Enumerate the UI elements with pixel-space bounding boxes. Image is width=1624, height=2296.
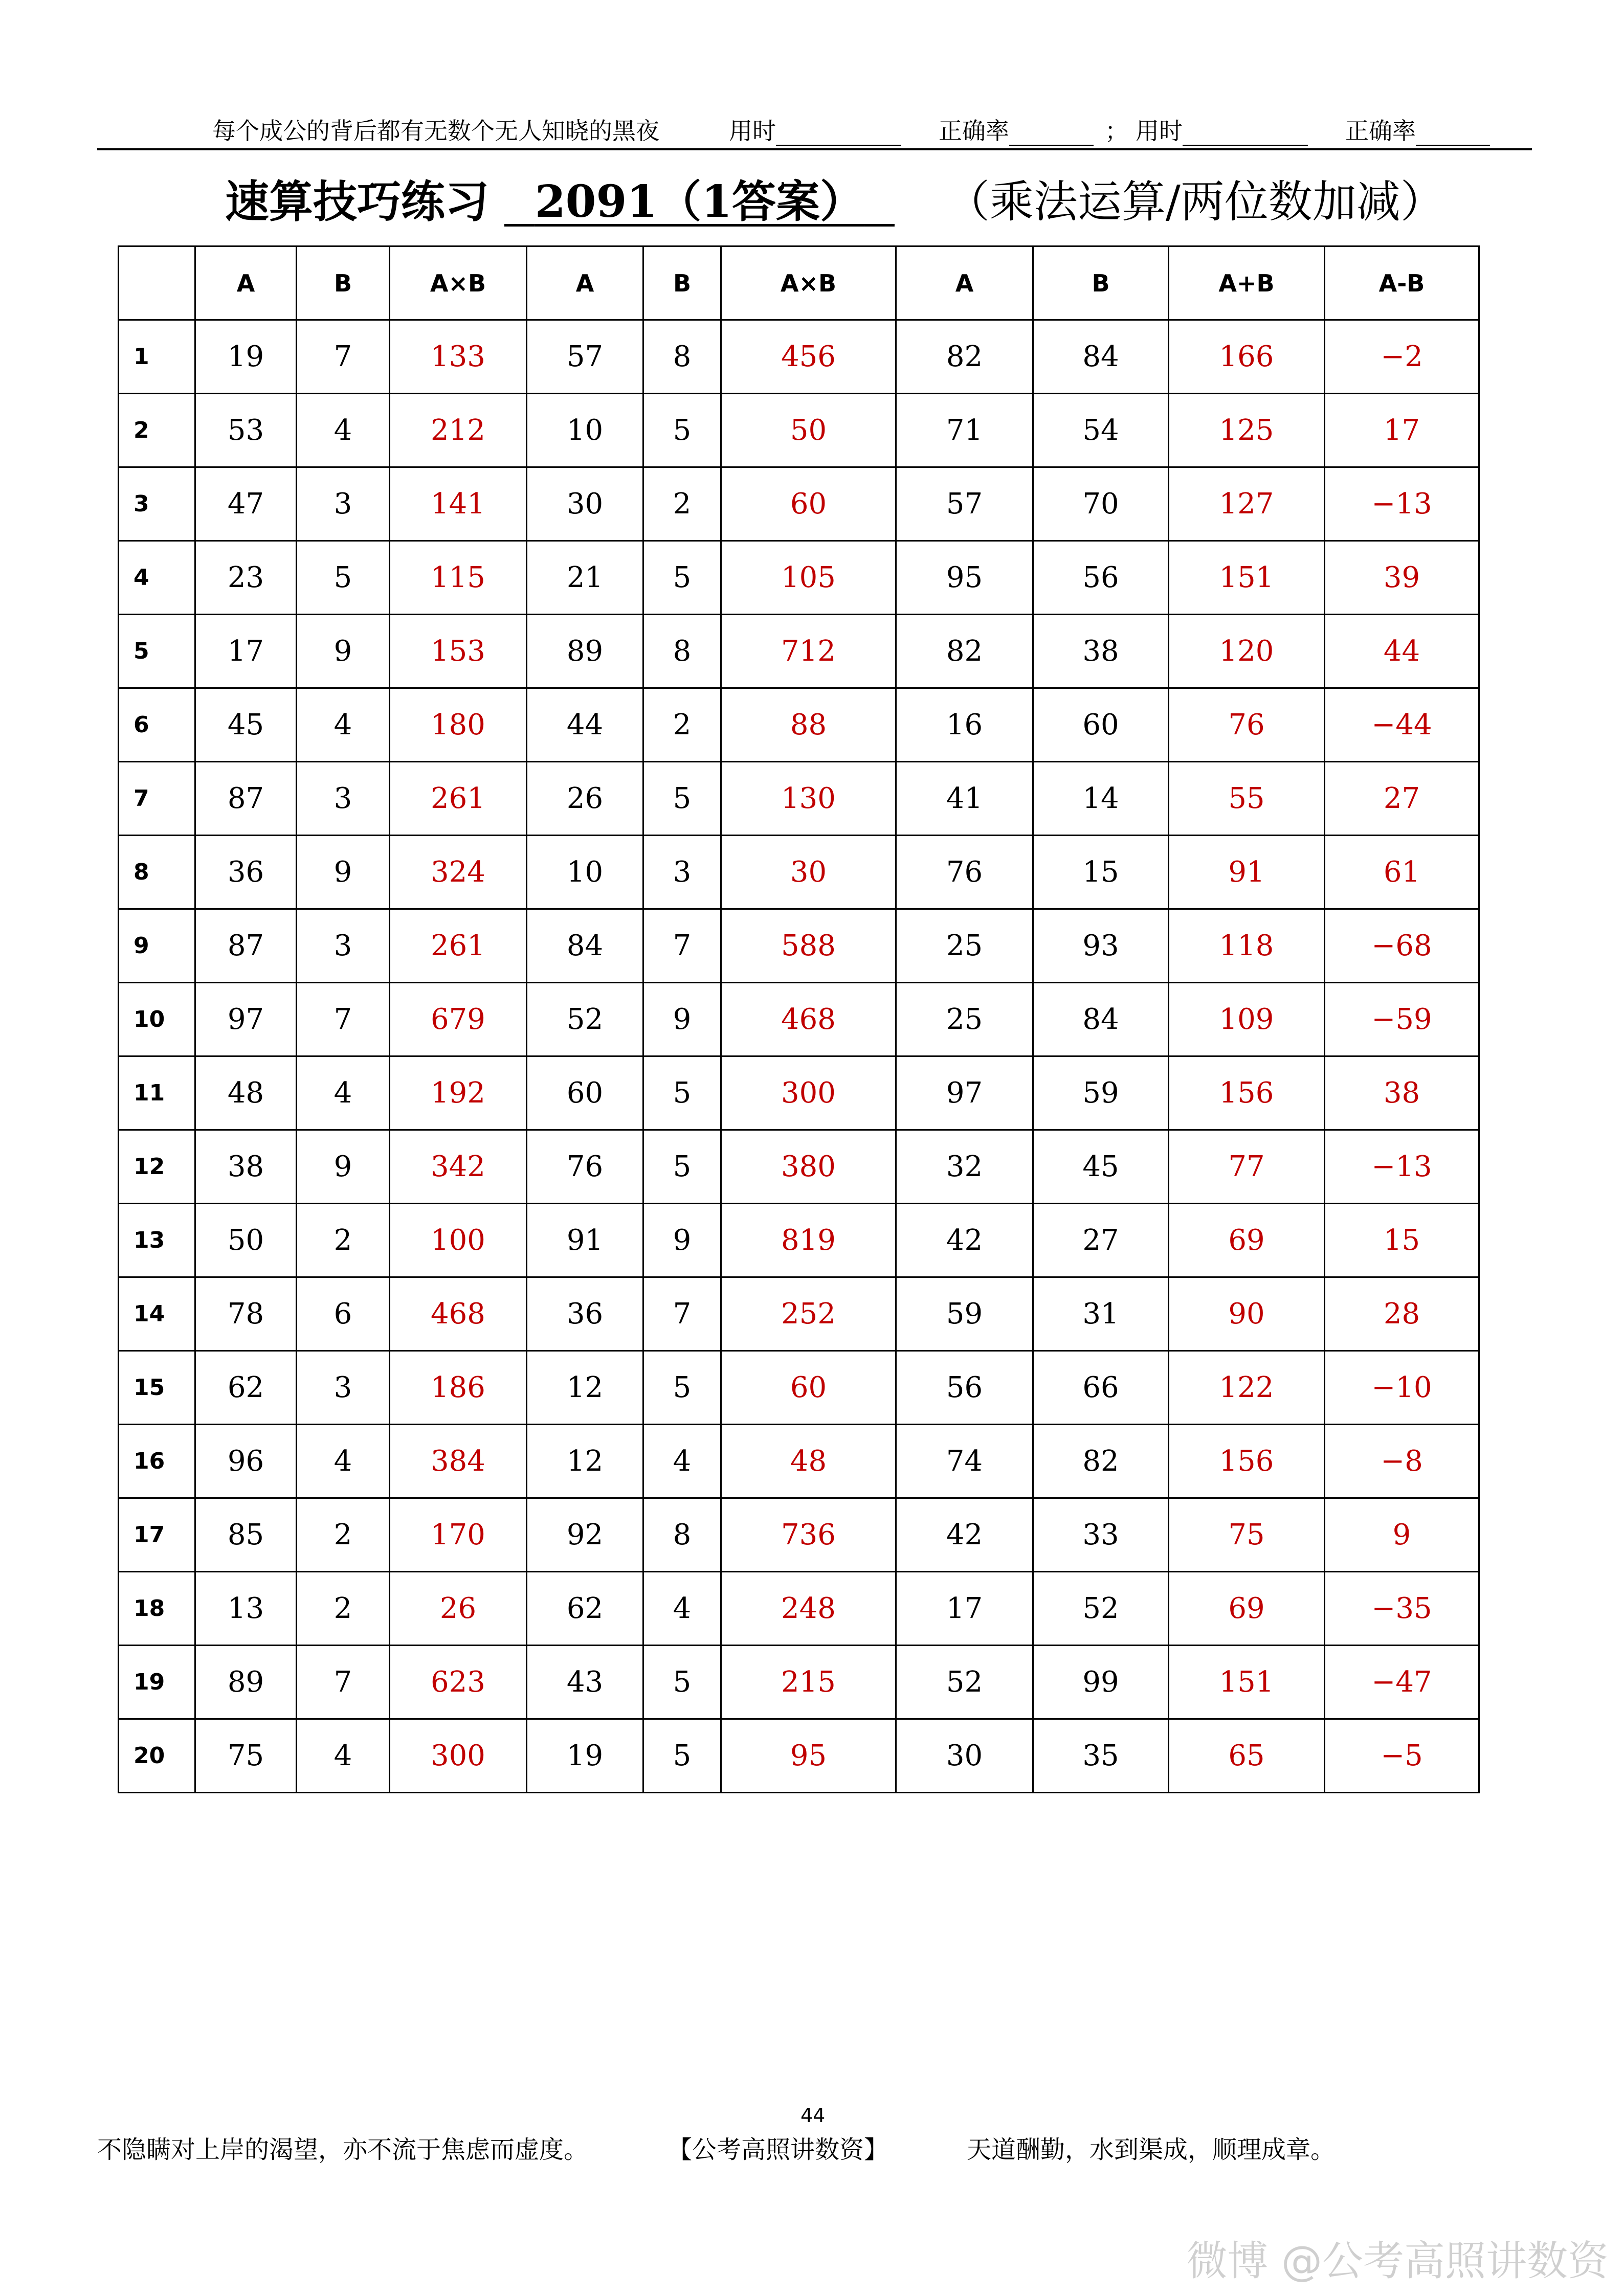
answer-cell: 192	[390, 1056, 527, 1130]
value-cell: 62	[527, 1572, 643, 1646]
value-cell: 60	[1033, 688, 1169, 762]
page-header	[97, 112, 1529, 148]
answer-cell: −68	[1325, 909, 1479, 983]
value-cell: 78	[195, 1277, 297, 1351]
value-cell: 3	[297, 909, 390, 983]
value-cell: 2	[643, 467, 721, 541]
answer-cell: 819	[721, 1204, 896, 1277]
value-cell: 19	[195, 320, 297, 394]
answer-cell: 75	[1169, 1498, 1325, 1572]
answer-cell: 61	[1325, 836, 1479, 909]
value-cell: 84	[1033, 320, 1169, 394]
value-cell: 7	[297, 1646, 390, 1719]
answer-cell: 300	[390, 1719, 527, 1793]
value-cell: 6	[297, 1277, 390, 1351]
value-cell: 7	[643, 1277, 721, 1351]
column-header: A+B	[1169, 246, 1325, 320]
value-cell: 48	[195, 1056, 297, 1130]
row-index: 2	[119, 394, 195, 467]
answer-cell: 122	[1169, 1351, 1325, 1425]
answer-cell: 109	[1169, 983, 1325, 1056]
accuracy-label-1: 正确率	[939, 112, 1094, 146]
value-cell: 4	[643, 1425, 721, 1498]
value-cell: 87	[195, 909, 297, 983]
table-row	[119, 541, 1479, 615]
row-index: 7	[119, 762, 195, 836]
table-row	[119, 1204, 1479, 1277]
table-row	[119, 1498, 1479, 1572]
value-cell: 33	[1033, 1498, 1169, 1572]
answer-cell: 588	[721, 909, 896, 983]
answer-cell: −5	[1325, 1719, 1479, 1793]
value-cell: 70	[1033, 467, 1169, 541]
table-row	[119, 1130, 1479, 1204]
accuracy-label-2: 正确率	[1345, 112, 1490, 146]
value-cell: 17	[896, 1572, 1033, 1646]
value-cell: 30	[527, 467, 643, 541]
value-cell: 19	[527, 1719, 643, 1793]
answer-cell: 153	[390, 615, 527, 688]
value-cell: 35	[1033, 1719, 1169, 1793]
footer-left: 不隐瞒对上岸的渴望，亦不流于焦虑而虚度。	[97, 2135, 589, 2164]
value-cell: 53	[195, 394, 297, 467]
answer-cell: −2	[1325, 320, 1479, 394]
value-cell: 54	[1033, 394, 1169, 467]
value-cell: 91	[527, 1204, 643, 1277]
header-motto: 每个成公的背后都有无数个无人知晓的黑夜	[212, 117, 659, 145]
value-cell: 59	[1033, 1056, 1169, 1130]
table-row	[119, 1719, 1479, 1793]
value-cell: 9	[297, 836, 390, 909]
table-row	[119, 394, 1479, 467]
value-cell: 36	[195, 836, 297, 909]
answer-cell: 50	[721, 394, 896, 467]
answer-cell: 252	[721, 1277, 896, 1351]
column-header: B	[297, 246, 390, 320]
value-cell: 14	[1033, 762, 1169, 836]
row-index: 13	[119, 1204, 195, 1277]
answer-cell: 125	[1169, 394, 1325, 467]
value-cell: 23	[195, 541, 297, 615]
time-label-1: 用时	[729, 112, 901, 146]
value-cell: 2	[297, 1204, 390, 1277]
row-index: 1	[119, 320, 195, 394]
value-cell: 5	[643, 541, 721, 615]
value-cell: 5	[643, 1056, 721, 1130]
row-index: 8	[119, 836, 195, 909]
answer-cell: 133	[390, 320, 527, 394]
table-body	[119, 320, 1479, 1793]
row-index: 5	[119, 615, 195, 688]
value-cell: 5	[643, 1719, 721, 1793]
answer-cell: 48	[721, 1425, 896, 1498]
value-cell: 84	[527, 909, 643, 983]
value-cell: 36	[527, 1277, 643, 1351]
value-cell: 38	[1033, 615, 1169, 688]
value-cell: 52	[527, 983, 643, 1056]
value-cell: 42	[896, 1498, 1033, 1572]
value-cell: 12	[527, 1351, 643, 1425]
answer-cell: −13	[1325, 1130, 1479, 1204]
answer-cell: 342	[390, 1130, 527, 1204]
value-cell: 21	[527, 541, 643, 615]
answer-cell: 105	[721, 541, 896, 615]
answer-cell: 9	[1325, 1498, 1479, 1572]
value-cell: 4	[297, 688, 390, 762]
value-cell: 45	[1033, 1130, 1169, 1204]
header-rule	[97, 148, 1532, 150]
table-row	[119, 1572, 1479, 1646]
value-cell: 2	[297, 1572, 390, 1646]
table-row	[119, 1277, 1479, 1351]
value-cell: 9	[297, 615, 390, 688]
row-index: 20	[119, 1719, 195, 1793]
header-row	[119, 246, 1479, 320]
answer-cell: 38	[1325, 1056, 1479, 1130]
column-header: A×B	[721, 246, 896, 320]
value-cell: 82	[1033, 1425, 1169, 1498]
value-cell: 5	[643, 762, 721, 836]
value-cell: 82	[896, 615, 1033, 688]
page-number: 44	[800, 2104, 826, 2127]
value-cell: 3	[297, 467, 390, 541]
row-index: 9	[119, 909, 195, 983]
answer-cell: 141	[390, 467, 527, 541]
value-cell: 43	[527, 1646, 643, 1719]
value-cell: 3	[297, 762, 390, 836]
value-cell: 31	[1033, 1277, 1169, 1351]
table-row	[119, 762, 1479, 836]
value-cell: 5	[643, 1130, 721, 1204]
value-cell: 56	[896, 1351, 1033, 1425]
answer-cell: 212	[390, 394, 527, 467]
value-cell: 74	[896, 1425, 1033, 1498]
value-cell: 41	[896, 762, 1033, 836]
value-cell: 97	[896, 1056, 1033, 1130]
table-row	[119, 1056, 1479, 1130]
value-cell: 26	[527, 762, 643, 836]
value-cell: 75	[195, 1719, 297, 1793]
answer-cell: 30	[721, 836, 896, 909]
value-cell: 8	[643, 320, 721, 394]
answer-cell: 151	[1169, 541, 1325, 615]
table-row	[119, 467, 1479, 541]
table-row	[119, 983, 1479, 1056]
answer-cell: 91	[1169, 836, 1325, 909]
row-index: 3	[119, 467, 195, 541]
value-cell: 60	[527, 1056, 643, 1130]
answer-cell: 95	[721, 1719, 896, 1793]
value-cell: 76	[896, 836, 1033, 909]
value-cell: 25	[896, 909, 1033, 983]
column-header: B	[643, 246, 721, 320]
answer-cell: 27	[1325, 762, 1479, 836]
column-header: A×B	[390, 246, 527, 320]
row-index: 12	[119, 1130, 195, 1204]
value-cell: 93	[1033, 909, 1169, 983]
value-cell: 25	[896, 983, 1033, 1056]
answer-cell: 186	[390, 1351, 527, 1425]
table-row	[119, 1351, 1479, 1425]
column-header	[119, 246, 195, 320]
answer-cell: 120	[1169, 615, 1325, 688]
answer-cell: 623	[390, 1646, 527, 1719]
answer-cell: 44	[1325, 615, 1479, 688]
answer-cell: 324	[390, 836, 527, 909]
answer-cell: 736	[721, 1498, 896, 1572]
value-cell: 45	[195, 688, 297, 762]
answer-cell: 156	[1169, 1056, 1325, 1130]
answer-cell: 118	[1169, 909, 1325, 983]
answer-cell: 55	[1169, 762, 1325, 836]
answer-cell: 69	[1169, 1572, 1325, 1646]
value-cell: 4	[297, 1719, 390, 1793]
answer-cell: 60	[721, 467, 896, 541]
value-cell: 47	[195, 467, 297, 541]
page-title	[225, 166, 1444, 230]
answer-cell: −10	[1325, 1351, 1479, 1425]
answer-cell: 115	[390, 541, 527, 615]
table-row	[119, 909, 1479, 983]
table-row	[119, 836, 1479, 909]
value-cell: 42	[896, 1204, 1033, 1277]
answer-cell: −47	[1325, 1646, 1479, 1719]
value-cell: 76	[527, 1130, 643, 1204]
table-row	[119, 320, 1479, 394]
value-cell: 84	[1033, 983, 1169, 1056]
answer-cell: 130	[721, 762, 896, 836]
column-header: A-B	[1325, 246, 1479, 320]
answer-cell: 170	[390, 1498, 527, 1572]
value-cell: 99	[1033, 1646, 1169, 1719]
title-main: 速算技巧练习	[225, 176, 489, 228]
table-row	[119, 1425, 1479, 1498]
answer-cell: 26	[390, 1572, 527, 1646]
table-row	[119, 688, 1479, 762]
column-header: B	[1033, 246, 1169, 320]
answer-cell: 17	[1325, 394, 1479, 467]
answer-cell: −35	[1325, 1572, 1479, 1646]
value-cell: 95	[896, 541, 1033, 615]
answer-cell: 679	[390, 983, 527, 1056]
answer-cell: 88	[721, 688, 896, 762]
answer-cell: 380	[721, 1130, 896, 1204]
value-cell: 3	[643, 836, 721, 909]
answer-cell: 456	[721, 320, 896, 394]
value-cell: 57	[527, 320, 643, 394]
answer-cell: 261	[390, 762, 527, 836]
value-cell: 92	[527, 1498, 643, 1572]
value-cell: 10	[527, 394, 643, 467]
value-cell: 87	[195, 762, 297, 836]
value-cell: 89	[527, 615, 643, 688]
value-cell: 8	[643, 615, 721, 688]
answer-cell: 712	[721, 615, 896, 688]
value-cell: 27	[1033, 1204, 1169, 1277]
value-cell: 5	[643, 1351, 721, 1425]
value-cell: 2	[643, 688, 721, 762]
value-cell: 32	[896, 1130, 1033, 1204]
row-index: 19	[119, 1646, 195, 1719]
value-cell: 38	[195, 1130, 297, 1204]
row-index: 4	[119, 541, 195, 615]
answer-table	[118, 245, 1480, 1793]
answer-cell: 468	[390, 1277, 527, 1351]
answer-cell: −13	[1325, 467, 1479, 541]
value-cell: 3	[297, 1351, 390, 1425]
answer-cell: 156	[1169, 1425, 1325, 1498]
column-header: A	[527, 246, 643, 320]
value-cell: 9	[643, 983, 721, 1056]
value-cell: 2	[297, 1498, 390, 1572]
answer-cell: −44	[1325, 688, 1479, 762]
answer-cell: 90	[1169, 1277, 1325, 1351]
value-cell: 44	[527, 688, 643, 762]
row-index: 16	[119, 1425, 195, 1498]
row-index: 15	[119, 1351, 195, 1425]
watermark: 微博 @公考高照讲数资	[1186, 2237, 1609, 2285]
value-cell: 17	[195, 615, 297, 688]
value-cell: 50	[195, 1204, 297, 1277]
row-index: 18	[119, 1572, 195, 1646]
value-cell: 16	[896, 688, 1033, 762]
header-separator: ；	[1105, 117, 1128, 145]
answer-cell: 77	[1169, 1130, 1325, 1204]
answer-cell: 100	[390, 1204, 527, 1277]
value-cell: 56	[1033, 541, 1169, 615]
value-cell: 5	[297, 541, 390, 615]
value-cell: 7	[297, 983, 390, 1056]
table-row	[119, 1646, 1479, 1719]
row-index: 11	[119, 1056, 195, 1130]
answer-cell: 300	[721, 1056, 896, 1130]
value-cell: 4	[297, 394, 390, 467]
value-cell: 4	[643, 1572, 721, 1646]
value-cell: 15	[1033, 836, 1169, 909]
value-cell: 57	[896, 467, 1033, 541]
answer-cell: 261	[390, 909, 527, 983]
row-index: 17	[119, 1498, 195, 1572]
value-cell: 66	[1033, 1351, 1169, 1425]
value-cell: 10	[527, 836, 643, 909]
answer-cell: −59	[1325, 983, 1479, 1056]
table-row	[119, 615, 1479, 688]
answer-cell: 65	[1169, 1719, 1325, 1793]
value-cell: 30	[896, 1719, 1033, 1793]
value-cell: 97	[195, 983, 297, 1056]
answer-cell: 384	[390, 1425, 527, 1498]
answer-cell: 76	[1169, 688, 1325, 762]
value-cell: 8	[643, 1498, 721, 1572]
value-cell: 52	[896, 1646, 1033, 1719]
value-cell: 12	[527, 1425, 643, 1498]
time-label-2: 用时	[1136, 112, 1308, 146]
value-cell: 9	[643, 1204, 721, 1277]
column-header: A	[195, 246, 297, 320]
title-subtitle: （乘法运算/两位数加减）	[945, 176, 1444, 228]
column-header: A	[896, 246, 1033, 320]
answer-cell: 166	[1169, 320, 1325, 394]
row-index: 6	[119, 688, 195, 762]
footer-center: 【公考高照讲数资】	[668, 2135, 889, 2164]
answer-cell: 248	[721, 1572, 896, 1646]
title-code: 2091（1答案）	[535, 176, 864, 228]
value-cell: 89	[195, 1646, 297, 1719]
answer-cell: 39	[1325, 541, 1479, 615]
value-cell: 62	[195, 1351, 297, 1425]
value-cell: 7	[643, 909, 721, 983]
value-cell: 96	[195, 1425, 297, 1498]
answer-cell: 127	[1169, 467, 1325, 541]
footer-right: 天道酬勤，水到渠成，顺理成章。	[967, 2135, 1336, 2164]
value-cell: 5	[643, 1646, 721, 1719]
answer-cell: 28	[1325, 1277, 1479, 1351]
value-cell: 59	[896, 1277, 1033, 1351]
answer-cell: 215	[721, 1646, 896, 1719]
answer-cell: 151	[1169, 1646, 1325, 1719]
value-cell: 7	[297, 320, 390, 394]
row-index: 14	[119, 1277, 195, 1351]
value-cell: 71	[896, 394, 1033, 467]
value-cell: 4	[297, 1056, 390, 1130]
value-cell: 5	[643, 394, 721, 467]
value-cell: 13	[195, 1572, 297, 1646]
answer-cell: 60	[721, 1351, 896, 1425]
row-index: 10	[119, 983, 195, 1056]
answer-cell: −8	[1325, 1425, 1479, 1498]
answer-cell: 180	[390, 688, 527, 762]
answer-cell: 69	[1169, 1204, 1325, 1277]
value-cell: 9	[297, 1130, 390, 1204]
answer-cell: 15	[1325, 1204, 1479, 1277]
value-cell: 85	[195, 1498, 297, 1572]
answer-cell: 468	[721, 983, 896, 1056]
value-cell: 52	[1033, 1572, 1169, 1646]
value-cell: 4	[297, 1425, 390, 1498]
value-cell: 82	[896, 320, 1033, 394]
